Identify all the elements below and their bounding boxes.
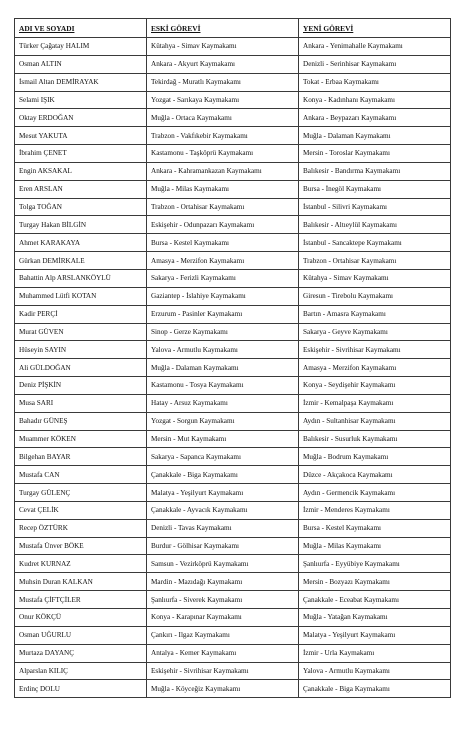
cell-old-post: Çankırı - Ilgaz Kaymakamı — [147, 626, 299, 644]
cell-old-post: Konya - Karapınar Kaymakamı — [147, 609, 299, 627]
table-row — [15, 609, 451, 627]
table-row — [15, 573, 451, 591]
table-row — [15, 359, 451, 377]
cell-old-post: Malatya - Yeşilyurt Kaymakamı — [147, 484, 299, 502]
cell-name: Turgay Hakan BİLGİN — [15, 216, 147, 234]
cell-new-post: Muğla - Milas Kaymakamı — [299, 537, 451, 555]
cell-old-post: Kastamonu - Taşköprü Kaymakamı — [147, 145, 299, 163]
cell-old-post: Sakarya - Ferizli Kaymakamı — [147, 269, 299, 287]
table-row — [15, 341, 451, 359]
table-row — [15, 501, 451, 519]
cell-old-post: Hatay - Arsuz Kaymakamı — [147, 394, 299, 412]
header-old-post: ESKİ GÖREVİ — [147, 19, 299, 38]
cell-old-post: Kütahya - Simav Kaymakamı — [147, 38, 299, 56]
cell-name: Tolga TOĞAN — [15, 198, 147, 216]
cell-new-post: İstanbul - Silivri Kaymakamı — [299, 198, 451, 216]
cell-old-post: Gaziantep - İslahiye Kaymakamı — [147, 287, 299, 305]
cell-name: Kadir PERÇİ — [15, 305, 147, 323]
cell-name: Türker Çağatay HALIM — [15, 38, 147, 56]
table-header — [15, 19, 451, 38]
table-row — [15, 519, 451, 537]
table-row — [15, 644, 451, 662]
cell-new-post: Balıkesir - Susurluk Kaymakamı — [299, 430, 451, 448]
cell-new-post: Düzce - Akçakoca Kaymakamı — [299, 466, 451, 484]
cell-name: Eren ARSLAN — [15, 180, 147, 198]
cell-name: Hüseyin SAYIN — [15, 341, 147, 359]
table-row — [15, 234, 451, 252]
cell-name: Onur KÖKÇÜ — [15, 609, 147, 627]
cell-name: Muhammed Lütfi KOTAN — [15, 287, 147, 305]
cell-new-post: Mersin - Toroslar Kaymakamı — [299, 145, 451, 163]
cell-name: Mustafa CAN — [15, 466, 147, 484]
table-row — [15, 145, 451, 163]
cell-name: Ahmet KARAKAYA — [15, 234, 147, 252]
table-row — [15, 38, 451, 56]
cell-name: İsmail Altan DEMİRAYAK — [15, 73, 147, 91]
cell-old-post: Şanlıurfa - Siverek Kaymakamı — [147, 591, 299, 609]
cell-new-post: İstanbul - Sancaktepe Kaymakamı — [299, 234, 451, 252]
cell-old-post: Erzurum - Pasinler Kaymakamı — [147, 305, 299, 323]
cell-name: Recep ÖZTÜRK — [15, 519, 147, 537]
table-row — [15, 305, 451, 323]
cell-new-post: Giresun - Tirebolu Kaymakamı — [299, 287, 451, 305]
cell-old-post: Eskişehir - Sivrihisar Kaymakamı — [147, 662, 299, 680]
cell-old-post: Mardin - Mazıdağı Kaymakamı — [147, 573, 299, 591]
cell-new-post: Malatya - Yeşilyurt Kaymakamı — [299, 626, 451, 644]
cell-new-post: İzmir - Urla Kaymakamı — [299, 644, 451, 662]
cell-new-post: Ankara - Yenimahalle Kaymakamı — [299, 38, 451, 56]
cell-new-post: Konya - Kadınhanı Kaymakamı — [299, 91, 451, 109]
cell-name: Mustafa Ünver BÖKE — [15, 537, 147, 555]
table-body — [15, 38, 451, 698]
cell-old-post: Muğla - Köyceğiz Kaymakamı — [147, 680, 299, 698]
cell-new-post: Ankara - Beypazarı Kaymakamı — [299, 109, 451, 127]
cell-old-post: Muğla - Dalaman Kaymakamı — [147, 359, 299, 377]
table-row — [15, 626, 451, 644]
table-row — [15, 448, 451, 466]
cell-old-post: Denizli - Tavas Kaymakamı — [147, 519, 299, 537]
cell-new-post: Muğla - Dalaman Kaymakamı — [299, 127, 451, 145]
cell-name: İbrahim ÇENET — [15, 145, 147, 163]
cell-name: Turgay GÜLENÇ — [15, 484, 147, 502]
table-row — [15, 73, 451, 91]
table-row — [15, 662, 451, 680]
cell-old-post: Amasya - Merzifon Kaymakamı — [147, 252, 299, 270]
cell-new-post: Bursa - İnegöl Kaymakamı — [299, 180, 451, 198]
cell-old-post: Burdur - Gölhisar Kaymakamı — [147, 537, 299, 555]
cell-new-post: Bursa - Kestel Kaymakamı — [299, 519, 451, 537]
table-row — [15, 198, 451, 216]
table-row — [15, 323, 451, 341]
cell-name: Erdinç DOLU — [15, 680, 147, 698]
cell-new-post: Balıkesir - Bandırma Kaymakamı — [299, 162, 451, 180]
cell-name: Bilgehan BAYAR — [15, 448, 147, 466]
cell-name: Deniz PİŞKİN — [15, 377, 147, 395]
cell-new-post: Trabzon - Ortahisar Kaymakamı — [299, 252, 451, 270]
table-row — [15, 555, 451, 573]
table-row — [15, 269, 451, 287]
cell-name: Murat GÜVEN — [15, 323, 147, 341]
table-row — [15, 591, 451, 609]
table-row — [15, 127, 451, 145]
cell-name: Gürkan DEMİRKALE — [15, 252, 147, 270]
cell-new-post: Mersin - Bozyazı Kaymakamı — [299, 573, 451, 591]
cell-old-post: Ankara - Kahramankazan Kaymakamı — [147, 162, 299, 180]
cell-name: Alparslan KILIÇ — [15, 662, 147, 680]
cell-old-post: Muğla - Milas Kaymakamı — [147, 180, 299, 198]
cell-name: Murtaza DAYANÇ — [15, 644, 147, 662]
cell-new-post: Aydın - Sultanhisar Kaymakamı — [299, 412, 451, 430]
cell-name: Mesut YAKUTA — [15, 127, 147, 145]
cell-old-post: Çanakkale - Ayvacık Kaymakamı — [147, 501, 299, 519]
cell-new-post: İzmir - Kemalpaşa Kaymakamı — [299, 394, 451, 412]
cell-new-post: Muğla - Bodrum Kaymakamı — [299, 448, 451, 466]
cell-name: Muhsin Duran KALKAN — [15, 573, 147, 591]
cell-old-post: Samsun - Vezirköprü Kaymakamı — [147, 555, 299, 573]
cell-name: Kudret KURNAZ — [15, 555, 147, 573]
cell-new-post: Çanakkale - Biga Kaymakamı — [299, 680, 451, 698]
cell-old-post: Sinop - Gerze Kaymakamı — [147, 323, 299, 341]
cell-old-post: Tekirdağ - Muratlı Kaymakamı — [147, 73, 299, 91]
cell-new-post: Sakarya - Geyve Kaymakamı — [299, 323, 451, 341]
table-row — [15, 55, 451, 73]
table-row — [15, 394, 451, 412]
cell-new-post: Balıkesir - Altıeylül Kaymakamı — [299, 216, 451, 234]
cell-old-post: Yozgat - Sarıkaya Kaymakamı — [147, 91, 299, 109]
cell-old-post: Yalova - Armutlu Kaymakamı — [147, 341, 299, 359]
cell-new-post: Konya - Seydişehir Kaymakamı — [299, 377, 451, 395]
table-row — [15, 680, 451, 698]
cell-old-post: Sakarya - Sapanca Kaymakamı — [147, 448, 299, 466]
table-row — [15, 180, 451, 198]
cell-new-post: Çanakkale - Eceabat Kaymakamı — [299, 591, 451, 609]
cell-old-post: Kastamonu - Tosya Kaymakamı — [147, 377, 299, 395]
cell-old-post: Trabzon - Vakfıkebir Kaymakamı — [147, 127, 299, 145]
header-row — [15, 19, 451, 38]
cell-name: Selami IŞIK — [15, 91, 147, 109]
cell-new-post: Kütahya - Simav Kaymakamı — [299, 269, 451, 287]
cell-name: Engin AKSAKAL — [15, 162, 147, 180]
header-name: ADI VE SOYADI — [15, 19, 147, 38]
table-row — [15, 377, 451, 395]
cell-new-post: Tokat - Erbaa Kaymakamı — [299, 73, 451, 91]
cell-old-post: Çanakkale - Biga Kaymakamı — [147, 466, 299, 484]
cell-old-post: Yozgat - Sorgun Kaymakamı — [147, 412, 299, 430]
table-row — [15, 412, 451, 430]
cell-new-post: Yalova - Armutlu Kaymakamı — [299, 662, 451, 680]
table-row — [15, 466, 451, 484]
cell-old-post: Mersin - Mut Kaymakamı — [147, 430, 299, 448]
cell-old-post: Bursa - Kestel Kaymakamı — [147, 234, 299, 252]
cell-new-post: Muğla - Yatağan Kaymakamı — [299, 609, 451, 627]
cell-new-post: Amasya - Merzifon Kaymakamı — [299, 359, 451, 377]
cell-name: Bahadır GÜNEŞ — [15, 412, 147, 430]
cell-new-post: Aydın - Germencik Kaymakamı — [299, 484, 451, 502]
appointments-table — [14, 18, 451, 698]
cell-name: Osman ALTIN — [15, 55, 147, 73]
table-row — [15, 216, 451, 234]
cell-name: Cevat ÇELİK — [15, 501, 147, 519]
table-row — [15, 537, 451, 555]
table-row — [15, 109, 451, 127]
table-row — [15, 162, 451, 180]
cell-old-post: Trabzon - Ortahisar Kaymakamı — [147, 198, 299, 216]
cell-old-post: Muğla - Ortaca Kaymakamı — [147, 109, 299, 127]
table-row — [15, 252, 451, 270]
table-row — [15, 287, 451, 305]
cell-old-post: Antalya - Kemer Kaymakamı — [147, 644, 299, 662]
cell-old-post: Ankara - Akyurt Kaymakamı — [147, 55, 299, 73]
cell-name: Oktay ERDOĞAN — [15, 109, 147, 127]
cell-name: Muammer KÖKEN — [15, 430, 147, 448]
table-row — [15, 430, 451, 448]
cell-name: Bahattin Alp ARSLANKÖYLÜ — [15, 269, 147, 287]
cell-new-post: Bartın - Amasra Kaymakamı — [299, 305, 451, 323]
cell-new-post: Şanlıurfa - Eyyübiye Kaymakamı — [299, 555, 451, 573]
cell-new-post: İzmir - Menderes Kaymakamı — [299, 501, 451, 519]
header-new-post: YENİ GÖREVİ — [299, 19, 451, 38]
cell-old-post: Eskişehir - Odunpazarı Kaymakamı — [147, 216, 299, 234]
cell-new-post: Eskişehir - Sivrihisar Kaymakamı — [299, 341, 451, 359]
cell-new-post: Denizli - Serinhisar Kaymakamı — [299, 55, 451, 73]
table-row — [15, 91, 451, 109]
cell-name: Musa SARI — [15, 394, 147, 412]
cell-name: Ali GÜLDOĞAN — [15, 359, 147, 377]
cell-name: Mustafa ÇİFTÇİLER — [15, 591, 147, 609]
cell-name: Osman UĞURLU — [15, 626, 147, 644]
table-row — [15, 484, 451, 502]
